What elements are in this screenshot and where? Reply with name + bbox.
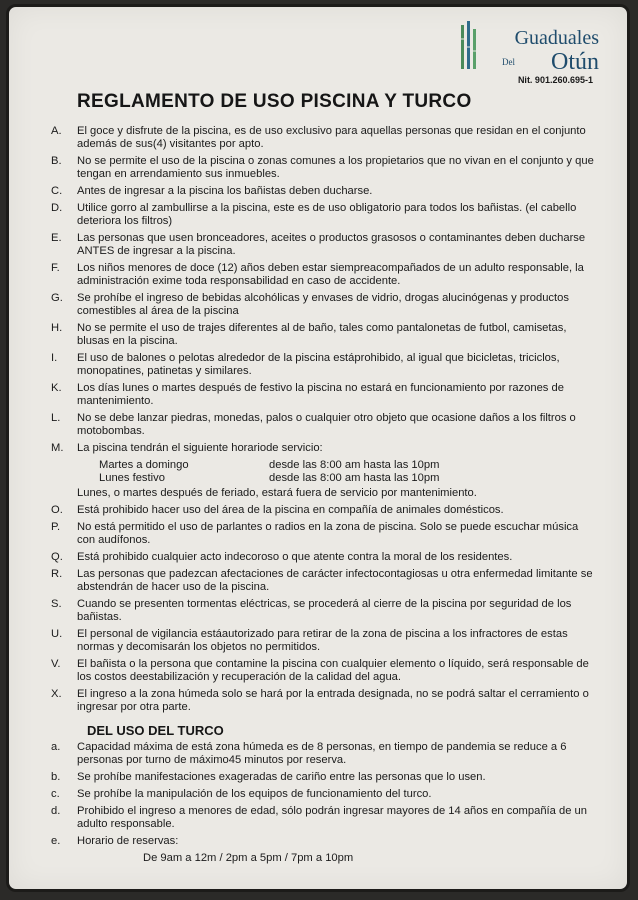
turco-rules-list: [51, 741, 595, 848]
rule-item: [51, 835, 595, 848]
rule-text: Los días lunes o martes después de festivo la piscina no estará en funcionamiento por razones de mantenimiento.: [77, 382, 564, 407]
turco-section-title: DEL USO DEL TURCO: [87, 723, 224, 738]
rule-text: Capacidad máxima de está zona húmeda es de 8 personas, en tiempo de pandemia se reduce a 6 personas por turno de máximo45 minutos por reserva.: [77, 741, 567, 766]
rule-letter: E.: [51, 232, 62, 244]
rule-item: [51, 628, 595, 654]
rule-letter: d.: [51, 805, 61, 817]
nit-number: Nit. 901.260.695-1: [517, 75, 593, 85]
rule-text: Se prohíbe manifestaciones exageradas de cariño entre las personas que lo usen.: [77, 771, 486, 783]
rule-item: [51, 232, 595, 258]
rule-text: Está prohibido cualquier acto indecoroso o que atente contra la moral de los residentes.: [77, 551, 513, 563]
rule-text: Se prohíbe la manipulación de los equipos de funcionamiento del turco.: [77, 788, 432, 800]
rule-item: [51, 521, 595, 547]
rule-letter: L.: [51, 412, 61, 424]
rule-letter: U.: [51, 628, 63, 640]
bamboo-icon: [459, 21, 481, 71]
schedule-note-text: Lunes, o martes después de feriado, estará fuera de servicio por mantenimiento.: [77, 487, 477, 499]
rule-letter: O.: [51, 504, 63, 516]
rule-letter: P.: [51, 521, 61, 533]
rule-item: [51, 551, 595, 564]
schedule-note: [51, 487, 595, 500]
rule-item: [51, 598, 595, 624]
schedule-hours: desde las 8:00 am hasta las 10pm: [269, 472, 440, 484]
schedule-hours: desde las 8:00 am hasta las 10pm: [269, 459, 440, 471]
rule-letter: a.: [51, 741, 61, 753]
rule-item: [51, 788, 595, 801]
rule-item: [51, 658, 595, 684]
rule-letter: M.: [51, 442, 64, 454]
rule-letter: e.: [51, 835, 61, 847]
schedule-day: Lunes festivo: [99, 472, 165, 484]
schedule-row: [99, 472, 595, 485]
rule-letter: I.: [51, 352, 58, 364]
rule-item: [51, 202, 595, 228]
rule-item: [51, 568, 595, 594]
schedule-day: Martes a domingo: [99, 459, 189, 471]
rule-text: El uso de balones o pelotas alrededor de la piscina estáprohibido, al igual que bicicletas, triciclos, monopatines, patinetas y similares.: [77, 352, 560, 377]
rule-text: Está prohibido hacer uso del área de la piscina en compañía de animales domésticos.: [77, 504, 504, 516]
rule-text: No se permite el uso de la piscina o zonas comunes a los propietarios que no vivan en el conjunto y que tengan en arrendamiento sus inmuebles.: [77, 155, 594, 180]
rule-letter: K.: [51, 382, 62, 394]
rule-letter: H.: [51, 322, 63, 334]
rule-item: [51, 262, 595, 288]
rule-item: [51, 805, 595, 831]
rule-letter: S.: [51, 598, 62, 610]
rule-item: [51, 504, 595, 517]
rule-text: La piscina tendrán el siguiente horariode servicio:: [77, 442, 323, 454]
pool-rules-list-2: [51, 504, 595, 714]
rule-letter: R.: [51, 568, 63, 580]
rule-item: [51, 688, 595, 714]
rule-item: [51, 741, 595, 767]
logo-text-del: Del: [502, 57, 515, 67]
rule-letter: D.: [51, 202, 63, 214]
reservation-hours: De 9am a 12m / 2pm a 5pm / 7pm a 10pm: [143, 852, 354, 864]
rule-item: [51, 322, 595, 348]
rule-letter: b.: [51, 771, 61, 783]
rule-item: [51, 155, 595, 181]
notice-board: [6, 4, 630, 892]
rule-text: No está permitido el uso de parlantes o radios en la zona de piscina. Solo se puede escuchar música con audífonos.: [77, 521, 579, 546]
logo-text-otun: Otún: [551, 49, 599, 75]
rule-item: [51, 292, 595, 318]
rule-letter: F.: [51, 262, 60, 274]
rule-letter: V.: [51, 658, 61, 670]
pool-schedule: [99, 459, 595, 485]
rule-text: Horario de reservas:: [77, 835, 179, 847]
rule-letter: B.: [51, 155, 62, 167]
rule-letter: A.: [51, 125, 62, 137]
pool-rules-list: [51, 125, 595, 455]
rule-letter: c.: [51, 788, 60, 800]
rule-letter: G.: [51, 292, 63, 304]
schedule-row: [99, 459, 595, 472]
rule-item: [51, 352, 595, 378]
rule-text: El ingreso a la zona húmeda solo se hará por la entrada designada, no se podrá saltar el cerramiento o ingresar por otra parte.: [77, 688, 589, 713]
rule-item: [51, 125, 595, 151]
logo-text-guaduales: Guaduales: [514, 27, 599, 49]
rule-letter: X.: [51, 688, 62, 700]
rule-item: [51, 185, 595, 198]
rule-text: No se permite el uso de trajes diferentes al de baño, tales como pantalonetas de futbol, camisetas, blusas en la piscina.: [77, 322, 567, 347]
rule-letter: Q.: [51, 551, 63, 563]
rule-item: [51, 412, 595, 438]
rule-letter: C.: [51, 185, 63, 197]
rule-text: Las personas que padezcan afectaciones de carácter infectocontagiosas u otra enfermedad limitante se abstendrán de hacer uso de la piscina.: [77, 568, 593, 593]
rule-text: Prohibido el ingreso a menores de edad, sólo podrán ingresar mayores de 14 años en compañía de un adulto responsable.: [77, 805, 587, 830]
rule-text: Antes de ingresar a la piscina los bañistas deben ducharse.: [77, 185, 373, 197]
rule-text: El bañista o la persona que contamine la piscina con cualquier elemento o líquido, será responsable de los costos deestabilización y recuperación de la calidad del agua.: [77, 658, 589, 683]
rule-text: Se prohíbe el ingreso de bebidas alcohólicas y envases de vidrio, drogas alucinógenas y productos comestibles al área de la piscina: [77, 292, 569, 317]
page-title: REGLAMENTO DE USO PISCINA Y TURCO: [77, 91, 472, 112]
rule-text: Cuando se presenten tormentas eléctricas, se procederá al cierre de la piscina por seguridad de los bañistas.: [77, 598, 572, 623]
rule-text: Utilice gorro al zambullirse a la piscina, este es de uso obligatorio para todos los bañistas. (el cabello deteriora los filtros): [77, 202, 577, 227]
rule-text: No se debe lanzar piedras, monedas, palos o cualquier otro objeto que ocasione daños a los filtros o motobombas.: [77, 412, 576, 437]
rule-text: Las personas que usen bronceadores, aceites o productos grasosos o contaminantes deben ducharse ANTES de ingresar a la piscina.: [77, 232, 586, 257]
rule-text: El personal de vigilancia estáautorizado para retirar de la zona de piscina a los infractores de estas normas y decomisarán los objetos no permitidos.: [77, 628, 568, 653]
rules-content: [51, 125, 595, 865]
rule-item: [51, 771, 595, 784]
rule-text: El goce y disfrute de la piscina, es de uso exclusivo para aquellas personas que residan en el conjunto además de sus(4) visitantes por apto.: [77, 125, 586, 150]
rule-item: [51, 442, 595, 455]
rule-text: Los niños menores de doce (12) años deben estar siempreacompañados de un adulto responsable, la administración exime toda responsabilidad en caso de accidente.: [77, 262, 584, 287]
rule-item: [51, 382, 595, 408]
